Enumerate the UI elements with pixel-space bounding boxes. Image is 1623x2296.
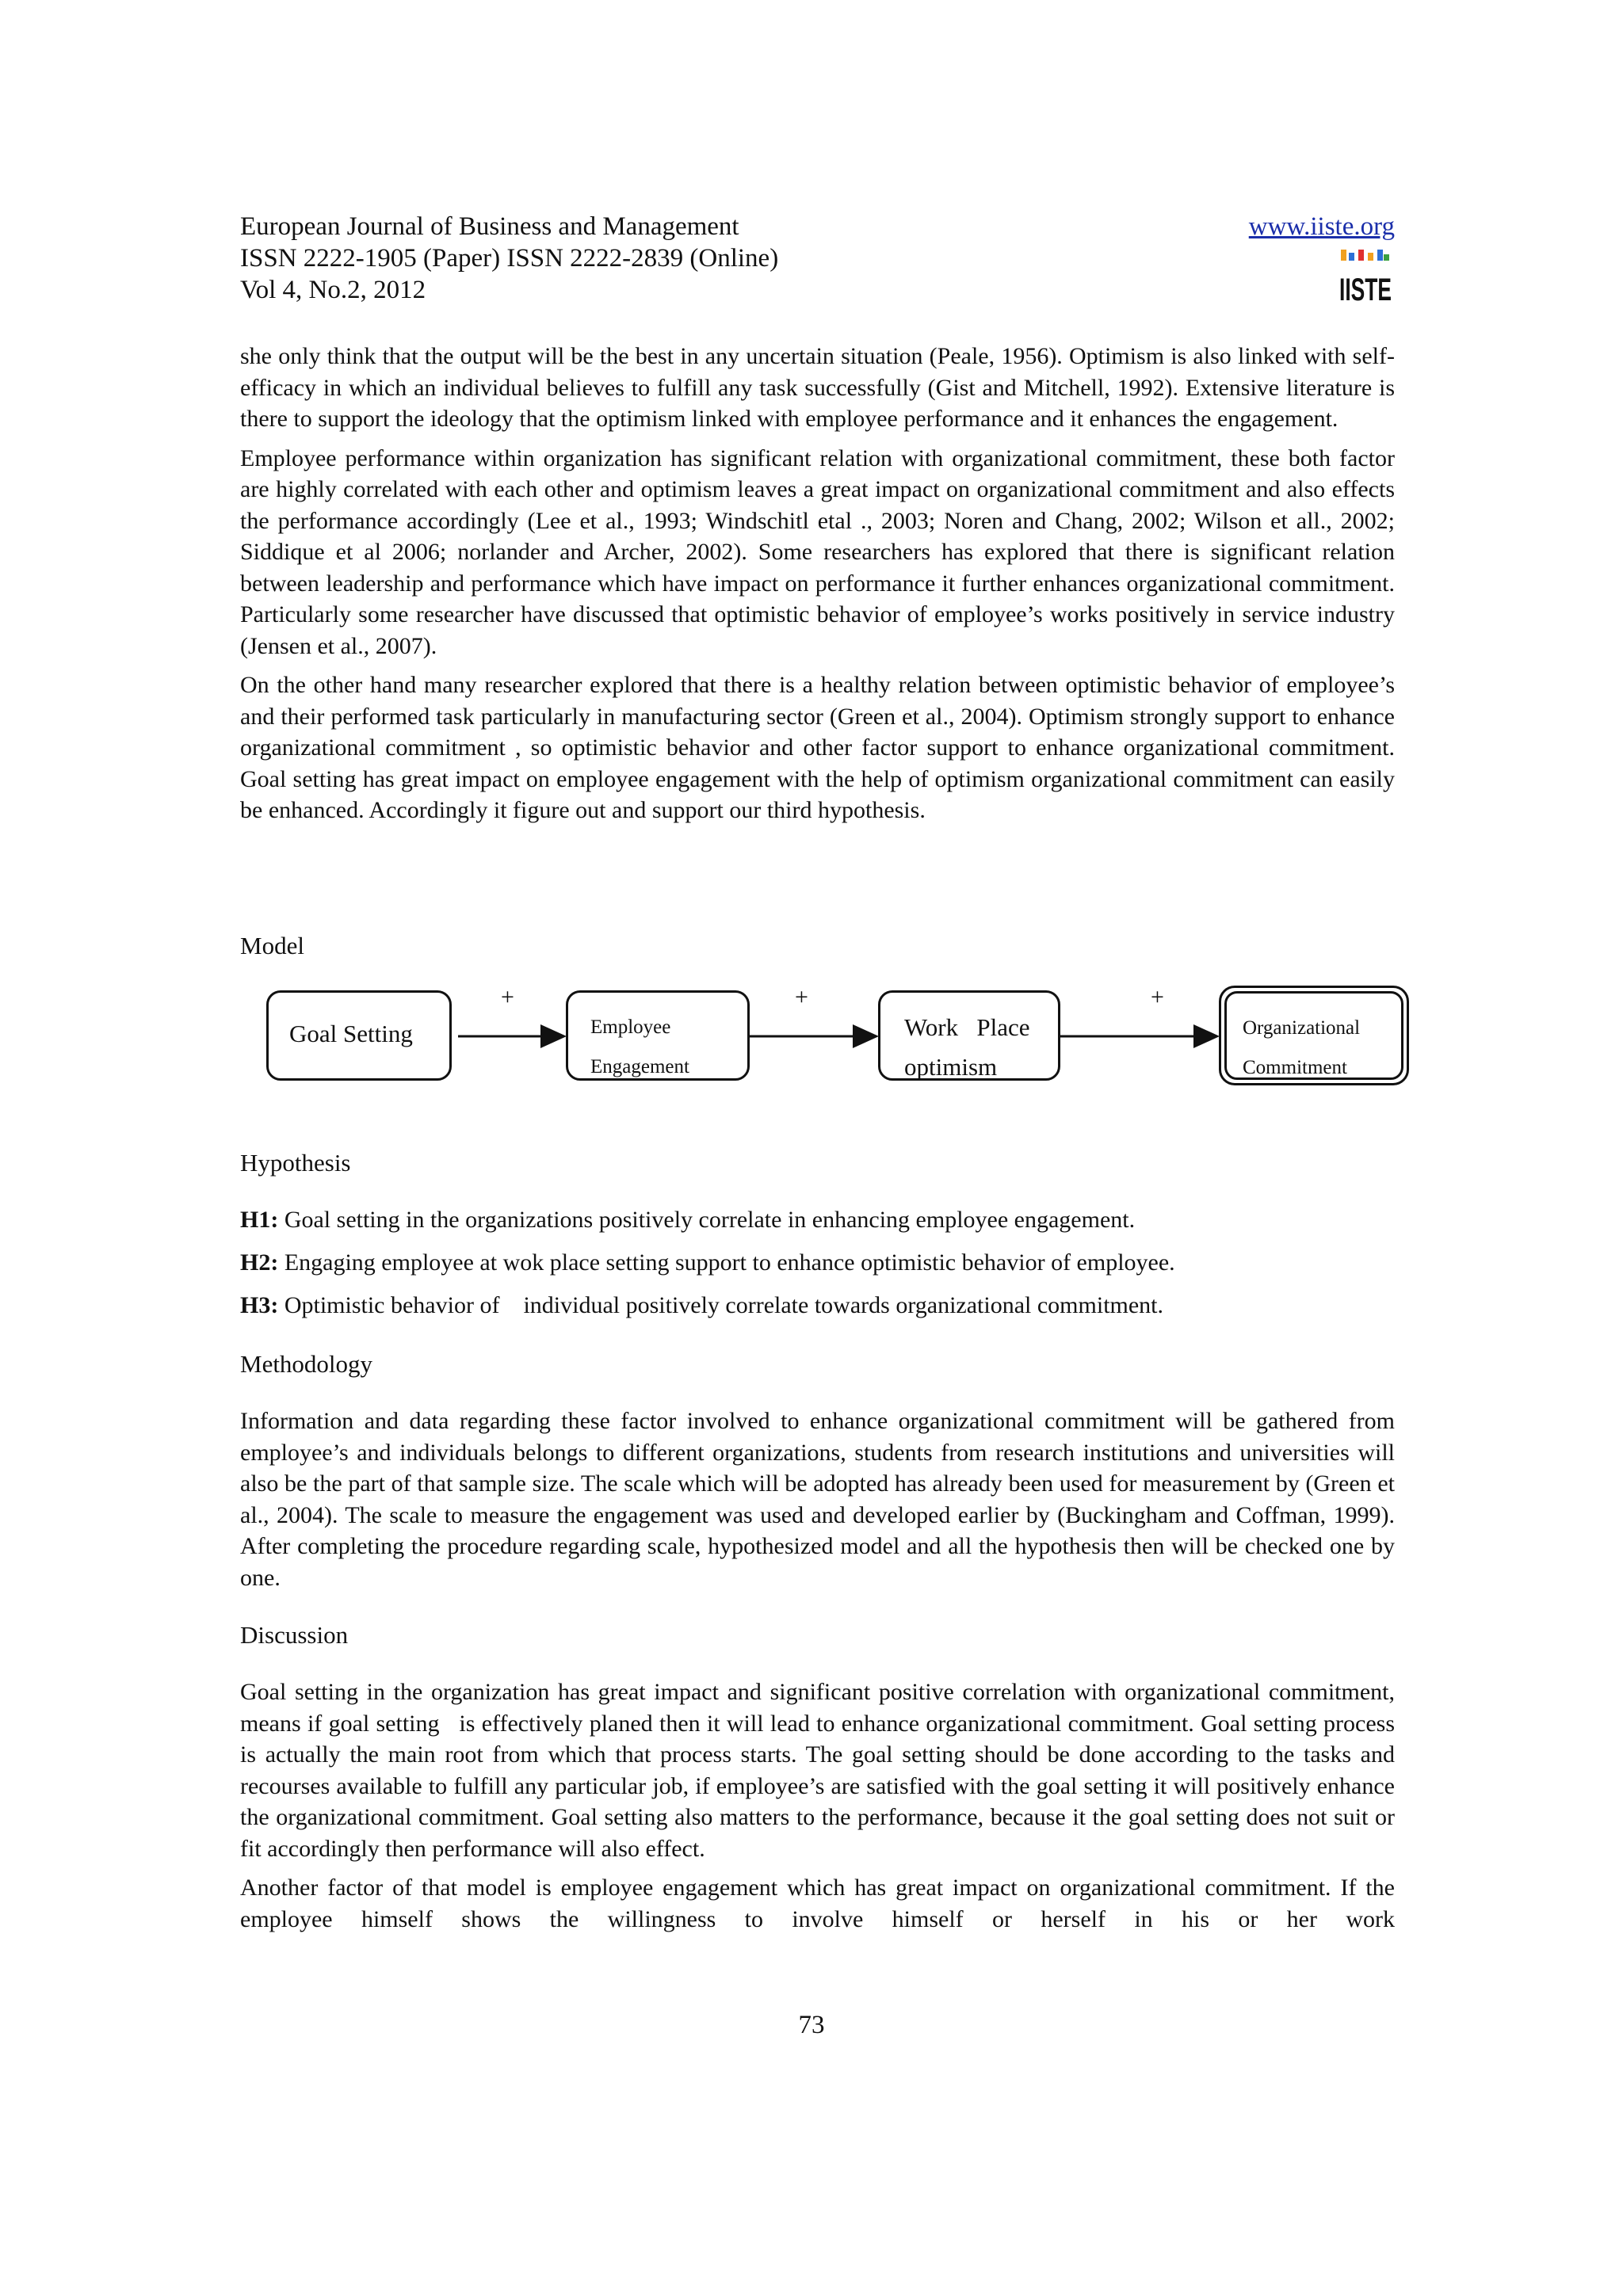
h1-text: Goal setting in the organizations positively correlate in enhancing employee engagement.	[278, 1207, 1136, 1233]
methodology-paragraph: Information and data regarding these factor involved to enhance organizational commitment will be gathered from employee’s and individuals belongs to different organizations, students from research institutions and universities will also be the part of that sample size. The scale which will be adopted has already been used for measurement by (Green et al., 2004). The scale to measure the engagement was used and developed earlier by (Buckingham and Coffman, 1999). After completing the procedure regarding scale, hypothesized model and all the hypothesis then will be checked one by one.	[240, 1408, 1395, 1591]
organizational-commitment-box	[1224, 991, 1403, 1080]
work-place-optimism-box	[878, 990, 1060, 1081]
hypothesis-h1	[240, 1204, 1135, 1236]
plus-sign-3: +	[1151, 984, 1164, 1010]
employee-engagement-box	[566, 990, 750, 1081]
model-heading: Model	[240, 932, 304, 959]
h2-text: Engaging employee at wok place setting support to enhance optimistic behavior of employee.	[278, 1249, 1175, 1276]
hypothesis-heading: Hypothesis	[240, 1149, 351, 1177]
h3-text: Optimistic behavior of individual positively correlate towards organizational commitment.	[278, 1292, 1164, 1318]
discussion-heading: Discussion	[240, 1621, 349, 1649]
journal-title: European Journal of Business and Management	[240, 212, 739, 241]
h1-label: H1:	[240, 1207, 279, 1233]
work-place-optimism-line1: Work Place	[904, 1013, 1030, 1041]
organizational-commitment-line1: Organizational	[1243, 1017, 1361, 1039]
journal-website-link[interactable]: www.iiste.org	[1248, 212, 1395, 241]
journal-issn: ISSN 2222-1905 (Paper) ISSN 2222-2839 (Online)	[240, 244, 779, 273]
work-place-optimism-line2: optimism	[904, 1053, 998, 1081]
employee-engagement-line2: Engagement	[590, 1056, 689, 1077]
page-number: 73	[798, 2011, 825, 2039]
goal-setting-label: Goal Setting	[289, 1020, 413, 1047]
discussion-paragraph-1: Goal setting in the organization has great impact and significant positive correlation with organizational commitment, means if goal setting is effectively planed then it will lead to enhance organizational commitment. Goal setting process is actually the main root from which that process starts. The goal setting should be done according to the tasks and recourses available to fulfill any particular job, if employee’s are satisfied with the goal setting it will positively enhance the organizational commitment. Goal setting also matters to the performance, because it the goal setting does not suit or fit accordingly then performance will also effect.	[240, 1679, 1401, 1862]
iiste-logo-icon	[1338, 248, 1393, 305]
h3-label: H3:	[240, 1292, 279, 1318]
employee-engagement-line1: Employee	[590, 1016, 671, 1038]
goal-setting-box	[266, 990, 452, 1081]
plus-sign-1: +	[501, 984, 514, 1010]
paragraph-1: she only think that the output will be the best in any uncertain situation (Peale, 1956). Optimism is also linked with self-efficacy in which an individual believes to fulfill any task successfully (Gist and Mitchell, 1992). Extensive literature is there to support the ideology that the optimism linked with employee performance and it enhances the engagement.	[240, 343, 1395, 432]
journal-volume: Vol 4, No.2, 2012	[240, 276, 426, 304]
body-section	[240, 341, 1395, 826]
organizational-commitment-line2: Commitment	[1243, 1057, 1347, 1078]
paragraph-2: Employee performance within organization has significant relation with organizational commitment, these both factor are highly correlated with each other and optimism leaves a great impact on organizational commitment and also effects the performance accordingly (Lee et al., 1993; Windschitl etal ., 2003; Noren and Chang, 2002; Wilson et all., 2002; Siddique et al 2006; norlander and Archer, 2002). Some researchers has explored that there is significant relation between leadership and performance which have impact on performance it further enhances organizational commitment. Particularly some researcher have discussed that optimistic behavior of employee’s works positively in service industry (Jensen et al., 2007).	[240, 444, 1395, 659]
methodology-heading: Methodology	[240, 1350, 373, 1378]
plus-sign-2: +	[795, 984, 808, 1010]
model-diagram	[269, 981, 1426, 1092]
paragraph-3: On the other hand many researcher explored that there is a healthy relation between optimistic behavior of employee’s and their performed task particularly in manufacturing sector (Green et al., 2004). Optimism strongly support to enhance organizational commitment , so optimistic behavior and other factor support to enhance organizational commitment. Goal setting has great impact on employee engagement with the help of optimism organizational commitment can easily be enhanced. Accordingly it figure out and support our third hypothesis.	[240, 672, 1395, 823]
logo-text: IISTE	[1339, 273, 1392, 307]
hypothesis-h2	[240, 1247, 1175, 1279]
discussion-section	[240, 1676, 1401, 1935]
h2-label: H2:	[240, 1249, 279, 1276]
hypothesis-h3	[240, 1290, 1163, 1322]
discussion-paragraph-2: Another factor of that model is employee engagement which has great impact on organizational commitment. If the employee himself shows the willingness to involve himself or herself in his or her work	[240, 1875, 1395, 1932]
methodology-section	[240, 1405, 1395, 1593]
organizational-commitment-outer-box	[1219, 986, 1409, 1085]
